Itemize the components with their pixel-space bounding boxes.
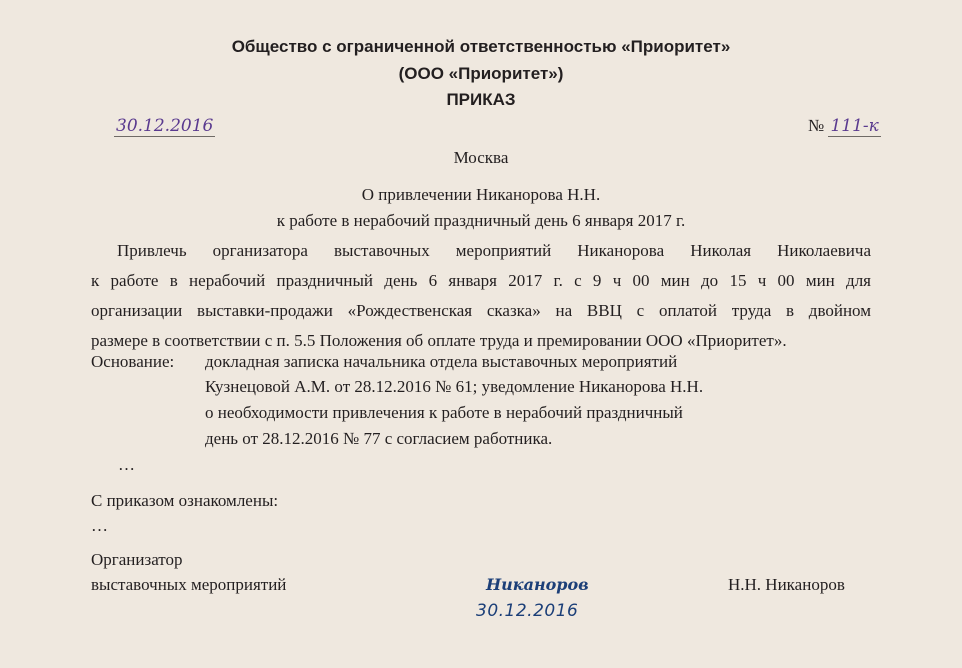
subject-line-2: к работе в нерабочий праздничный день 6 января 2017 г. xyxy=(276,211,686,230)
order-date-value: 30.12.2016 xyxy=(116,116,214,136)
city: Москва xyxy=(453,148,509,167)
basis-ellipsis: … xyxy=(118,455,135,474)
signer-printed-name: Н.Н. Никаноров xyxy=(728,575,845,594)
acquainted-ellipsis: … xyxy=(91,516,108,535)
subject-line-1: О привлечении Никанорова Н.Н. xyxy=(361,185,601,204)
acquainted-label: С приказом ознакомлены: xyxy=(91,491,279,510)
handwritten-signature: Никаноров xyxy=(486,575,589,594)
body-line: Привлечь организатора выставочных мероприятий Никанорова Николая Николаевича xyxy=(117,241,871,260)
basis-label: Основание: xyxy=(91,352,175,371)
signer-position-line-1: Организатор xyxy=(91,550,183,569)
order-body xyxy=(91,236,871,356)
organization-short-name: (ООО «Приоритет») xyxy=(398,64,564,83)
organization-full-name: Общество с ограниченной ответственностью «Приоритет» xyxy=(231,37,731,56)
body-line: организации выставки-продажи «Рождественская сказка» на ВВЦ с оплатой труда в двойном xyxy=(91,301,871,320)
basis-line: день от 28.12.2016 № 77 с согласием работника. xyxy=(205,429,553,448)
body-line: размере в соответствии с п. 5.5 Положения об оплате труда и премировании ООО «Приоритет». xyxy=(91,331,787,350)
basis-line: о необходимости привлечения к работе в нерабочий праздничный xyxy=(205,403,683,422)
signer-position-line-2: выставочных мероприятий xyxy=(91,575,287,594)
document-title: ПРИКАЗ xyxy=(446,90,516,109)
order-number-value: 111-к xyxy=(830,116,879,136)
order-number-prefix: № xyxy=(808,116,825,135)
basis-line: докладная записка начальника отдела выставочных мероприятий xyxy=(205,352,678,371)
order-number xyxy=(808,111,881,141)
body-line: к работе в нерабочий праздничный день 6 января 2017 г. с 9 ч 00 мин до 15 ч 00 мин для xyxy=(91,271,871,290)
basis-line: Кузнецовой А.М. от 28.12.2016 № 61; уведомление Никанорова Н.Н. xyxy=(205,377,704,396)
handwritten-signature-date: 30.12.2016 xyxy=(476,601,579,621)
order-date xyxy=(114,111,215,141)
